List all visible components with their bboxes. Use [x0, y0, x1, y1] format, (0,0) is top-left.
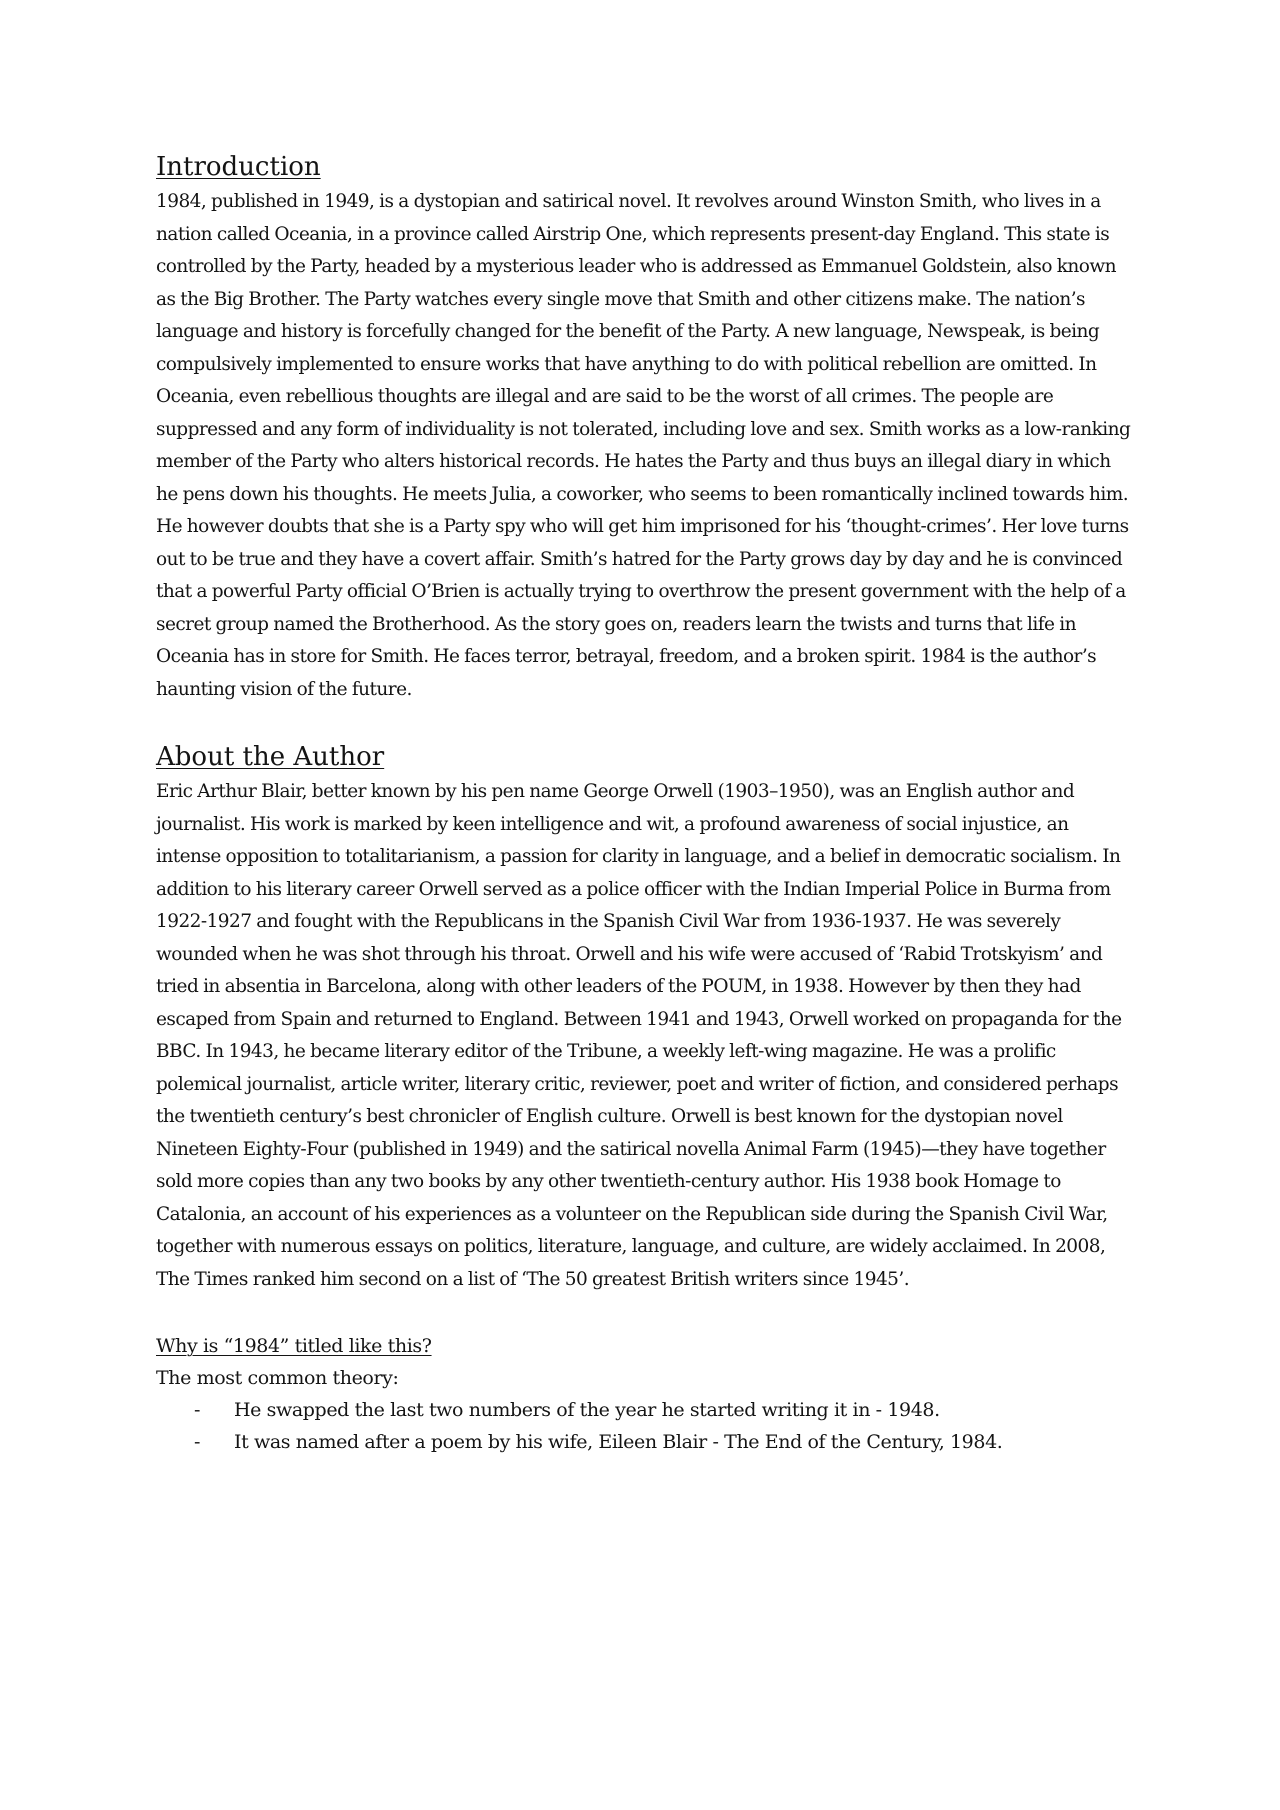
introduction-body: 1984, published in 1949, is a dystopian and satirical novel. It revolves around Winston Smith, who lives in a nation called Oceania, in a province called Airstrip One, which represents present-day England. This state is controlled by the Party, headed by a mysterious leader who is addressed as Emmanuel Goldstein, also known as the Big Brother. The Party watches every single move that Smith and other citizens make. The nation’s language and history is forcefully changed for the benefit of the Party. A new language, Newspeak, is being compulsively implemented to ensure works that have anything to do with political rebellion are omitted. In Oceania, even rebellious thoughts are illegal and are said to be the worst of all crimes. The people are suppressed and any form of individuality is not tolerated, including love and sex. Smith works as a low-ranking member of the Party who alters historical records. He hates the Party and thus buys an illegal diary in which he pens down his thoughts. He meets Julia, a coworker, who seems to been romantically inclined towards him. He however doubts that she is a Party spy who will get him imprisoned for his ‘thought-crimes’. Her love turns out to be true and they have a covert affair. Smith’s hatred for the Party grows day by day and he is convinced that a powerful Party official O’Brien is actually trying to overthrow the present government with the help of a secret group named the Brotherhood. As the story goes on, readers learn the twists and turns that life in Oceania has in store for Smith. He faces terror, betrayal, freedom, and a broken spirit. 1984 is the author’s haunting vision of the future.: [156, 191, 1131, 700]
title-question-intro: The most common theory:: [156, 1367, 399, 1389]
section-spacer: [156, 1296, 1136, 1330]
list-item: [156, 1394, 1136, 1426]
list-item-text: He swapped the last two numbers of the year he started writing it in - 1948.: [234, 1399, 940, 1421]
title-question-section: [156, 1330, 1136, 1458]
about-author-section: [156, 740, 1136, 1296]
introduction-section: [156, 150, 1136, 706]
document-page: [156, 150, 1136, 1458]
about-author-body: Eric Arthur Blair, better known by his pen name George Orwell (1903–1950), was an English author and journalist. His work is marked by keen intelligence and wit, a profound awareness of social injustice, an intense opposition to totalitarianism, a passion for clarity in language, and a belief in democratic socialism. In addition to his literary career Orwell served as a police officer with the Indian Imperial Police in Burma from 1922-1927 and fought with the Republicans in the Spanish Civil War from 1936-1937. He was severely wounded when he was shot through his throat. Orwell and his wife were accused of ‘Rabid Trotskyism’ and tried in absentia in Barcelona, along with other leaders of the POUM, in 1938. However by then they had escaped from Spain and returned to England. Between 1941 and 1943, Orwell worked on propaganda for the BBC. In 1943, he became literary editor of the Tribune, a weekly left-wing magazine. He was a prolific polemical journalist, article writer, literary critic, reviewer, poet and writer of fiction, and considered perhaps the twentieth century’s best chronicler of English culture. Orwell is best known for the dystopian novel Nineteen Eighty-Four (published in 1949) and the satirical novella Animal Farm (1945)—they have together sold more copies than any two books by any other twentieth-century author. His 1938 book Homage to Catalonia, an account of his experiences as a volunteer on the Republican side during the Spanish Civil War, together with numerous essays on politics, literature, language, and culture, are widely acclaimed. In 2008, The Times ranked him second on a list of ‘The 50 greatest British writers since 1945’.: [156, 781, 1122, 1290]
section-spacer: [156, 706, 1136, 740]
bullet-dash: -: [194, 1431, 201, 1453]
bullet-dash: -: [194, 1399, 201, 1421]
introduction-heading: Introduction: [156, 152, 321, 182]
list-item-text: It was named after a poem by his wife, Eileen Blair - The End of the Century, 1984.: [234, 1431, 1003, 1453]
theory-list: [156, 1394, 1136, 1458]
about-author-heading: About the Author: [156, 742, 385, 772]
title-question-heading: Why is “1984” titled like this?: [156, 1335, 432, 1357]
list-item: [156, 1426, 1136, 1458]
